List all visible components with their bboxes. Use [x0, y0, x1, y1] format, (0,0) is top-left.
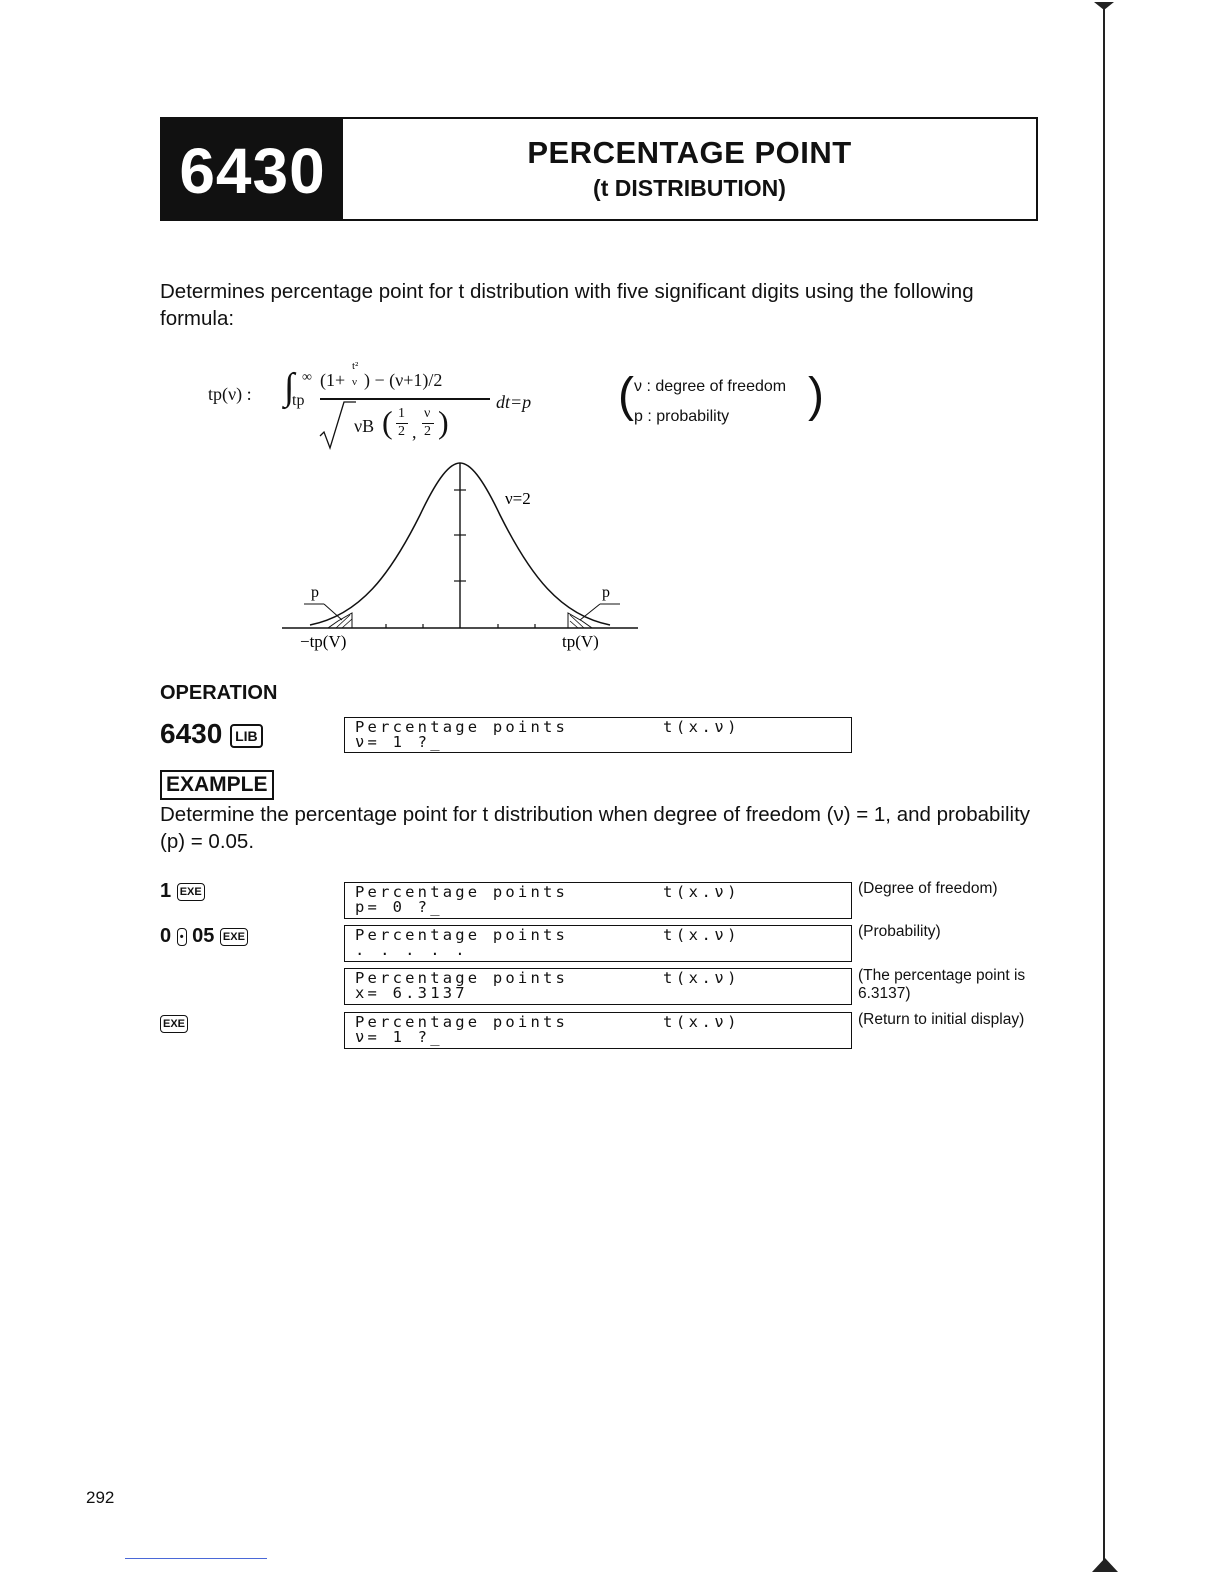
display-line1-left: Percentage points	[355, 1013, 569, 1031]
t2-denominator: ν	[352, 376, 357, 388]
step2-keys	[160, 925, 248, 948]
paren-left: (	[382, 404, 393, 440]
exe-key: EXE	[220, 928, 248, 946]
frac1-den: 2	[398, 424, 405, 439]
formula-tail: dt=p	[496, 392, 532, 412]
formula	[208, 360, 568, 455]
exe-key: EXE	[160, 1015, 188, 1033]
binding-bottom-mark	[1092, 1558, 1118, 1572]
display-line1-left: Percentage points	[355, 969, 569, 987]
comma: ,	[412, 422, 417, 442]
page-title: PERCENTAGE POINT	[527, 135, 852, 170]
step1-note: (Degree of freedom)	[858, 880, 998, 897]
footer-line	[125, 1558, 267, 1559]
exe-key: EXE	[177, 883, 205, 901]
display-line1-right: t(x.ν)	[663, 969, 740, 987]
step2-key-digits: 05	[192, 925, 215, 947]
integral-upper: ∞	[302, 370, 312, 385]
step4-keys	[160, 1012, 188, 1035]
intro-text: Determines percentage point for t distribution with five significant digits using the following formula:	[160, 280, 974, 330]
frac2-num: ν	[424, 406, 431, 421]
operation-keys	[160, 718, 263, 750]
step2-display	[344, 925, 852, 962]
operation-heading: OPERATION	[160, 682, 278, 704]
curve-label: ν=2	[505, 489, 531, 508]
formula-lhs: tp(ν) :	[208, 384, 252, 404]
display-line1-left: Percentage points	[355, 718, 569, 736]
right-p-leader	[580, 604, 600, 620]
display-line2: p= 0 ?_	[355, 898, 443, 916]
step1-keys	[160, 880, 205, 903]
left-axis-label: −tp(V)	[300, 632, 347, 651]
display-line2: ν= 1 ?_	[355, 733, 443, 751]
integral-sign: ∫	[284, 366, 295, 408]
display-line1-right: t(x.ν)	[663, 718, 740, 736]
right-tail-area	[568, 613, 592, 628]
paren-right: )	[438, 404, 449, 440]
binding-top-mark	[1094, 2, 1114, 10]
step3-display	[344, 968, 852, 1005]
page-subtitle: (t DISTRIBUTION)	[593, 175, 786, 201]
display-line2: ν= 1 ?_	[355, 1028, 443, 1046]
numerator-b: ) − (ν+1)/2	[364, 370, 443, 390]
step3-note: (The percentage point is 6.3137)	[858, 967, 1026, 1002]
frac2-den: 2	[424, 424, 431, 439]
step4-display	[344, 1012, 852, 1049]
t-distribution-graph	[280, 455, 650, 655]
header-box	[160, 117, 1038, 221]
display-line1-left: Percentage points	[355, 883, 569, 901]
integral-lower: tp	[292, 392, 305, 409]
display-line1-right: t(x.ν)	[663, 883, 740, 901]
legend-paren-left: (	[618, 369, 634, 422]
numerator-a: (1+	[320, 370, 346, 390]
left-tail-area	[328, 613, 352, 628]
display-line2: . . . . .	[355, 941, 468, 959]
right-p-label: p	[602, 584, 610, 601]
operation-code: 6430	[160, 718, 223, 749]
legend-nu: ν : degree of freedom	[634, 378, 787, 395]
example-tag: EXAMPLE	[160, 770, 274, 800]
formula-legend	[618, 369, 828, 436]
example-text: Determine the percentage point for t distribution when degree of freedom (ν) = 1, and probability (p) = 0.05.	[160, 803, 1031, 853]
step1-display	[344, 882, 852, 919]
sqrt-sign	[318, 400, 358, 450]
display-line1-right: t(x.ν)	[663, 926, 740, 944]
display-line1-right: t(x.ν)	[663, 1013, 740, 1031]
denominator-prefix: νB	[354, 416, 375, 436]
binding-edge-line	[1103, 8, 1105, 1568]
step2-key-digit: 0	[160, 925, 172, 947]
lib-key: LIB	[230, 724, 263, 748]
step1-key-digit: 1	[160, 880, 172, 902]
frac1-num: 1	[398, 406, 405, 421]
step2-note: (Probability)	[858, 923, 941, 940]
display-line1-left: Percentage points	[355, 926, 569, 944]
left-p-label: p	[311, 584, 319, 601]
t2-numerator: t²	[352, 360, 359, 372]
operation-display	[344, 717, 852, 753]
dot-key: •	[177, 928, 187, 946]
program-code: 6430	[162, 119, 343, 219]
legend-p: p : probability	[634, 408, 730, 425]
display-line2: x= 6.3137	[355, 984, 468, 1002]
page-number: 292	[86, 1488, 115, 1507]
right-axis-label: tp(V)	[562, 632, 599, 651]
legend-paren-right: )	[808, 369, 824, 422]
step4-note: (Return to initial display)	[858, 1011, 1025, 1028]
